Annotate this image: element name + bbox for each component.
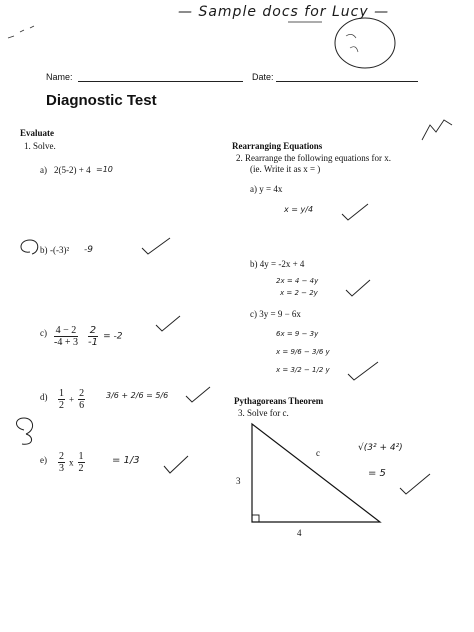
check-q1e xyxy=(164,456,188,473)
section-rearranging: Rearranging Equations xyxy=(232,141,323,151)
q1d-label: d) xyxy=(40,392,48,402)
check-q2c xyxy=(348,362,378,380)
right-angle-marker xyxy=(252,515,259,522)
name-label: Name: xyxy=(46,72,73,82)
question-1: 1. Solve. xyxy=(24,141,56,151)
q3-work-sqrt: √(3² + 4²) xyxy=(358,443,403,453)
q1e-f2-numerator: 1 xyxy=(78,451,84,462)
corner-marks xyxy=(8,26,34,38)
q1d-f2-denominator: 6 xyxy=(79,400,85,411)
circle-inner-marks xyxy=(346,34,358,52)
q1c-label: c) xyxy=(40,328,47,338)
swirl-mark-d xyxy=(17,418,33,444)
q1c-numerator: 4 − 2 xyxy=(55,325,77,336)
section-evaluate: Evaluate xyxy=(20,128,55,138)
circle-scribble xyxy=(335,18,395,68)
q2b-work-2: x = 2 − 2y xyxy=(280,289,318,297)
q2a-work: x = y/4 xyxy=(284,205,314,214)
q1c-answer-numerator: 2 xyxy=(89,325,97,336)
q1b-label: b) xyxy=(40,245,48,255)
q2c-label: c) 3y = 9 − 6x xyxy=(250,309,301,319)
question-2-note: (ie. Write it as x = ) xyxy=(250,164,321,174)
q2b-work-1: 2x = 4 − 4y xyxy=(276,277,319,285)
q2c-work-2: x = 9/6 − 3/6 y xyxy=(276,348,330,356)
section-pythagoreans: Pythagoreans Theorem xyxy=(234,396,324,406)
q1d-work: 3/6 + 2/6 = 5/6 xyxy=(106,391,169,400)
q2c-work-3: x = 3/2 − 1/2 y xyxy=(276,366,330,374)
question-2: 2. Rearrange the following equations for x. xyxy=(236,153,391,163)
swirl-mark-b xyxy=(21,240,38,254)
squiggle-mark xyxy=(422,120,452,140)
q2c-work-1: 6x = 9 − 3y xyxy=(276,330,319,338)
q1e-f2-denominator: 2 xyxy=(78,463,84,474)
q1a-answer: =10 xyxy=(96,165,113,174)
page-title: Diagnostic Test xyxy=(46,92,157,109)
q1e-operator: x xyxy=(69,457,74,468)
q1c-denominator: -4 + 3 xyxy=(54,337,78,348)
triangle-side-3: 3 xyxy=(236,476,241,486)
check-q2b xyxy=(346,280,370,296)
check-q2a xyxy=(342,204,368,220)
q2b-label: b) 4y = -2x + 4 xyxy=(250,259,305,269)
q1e-f1-numerator: 2 xyxy=(59,451,64,462)
q1b-answer: -9 xyxy=(84,245,93,255)
question-3: 3. Solve for c. xyxy=(238,408,289,418)
q2a-label: a) y = 4x xyxy=(250,184,283,194)
q1e-label: e) xyxy=(40,455,47,465)
q1c-answer-denominator: -1 xyxy=(88,337,98,348)
check-q1b xyxy=(142,238,170,254)
q1d-operator: + xyxy=(69,394,75,405)
triangle-side-4: 4 xyxy=(297,528,302,538)
check-q3 xyxy=(400,474,430,494)
q1e-answer: = 1/3 xyxy=(112,455,140,466)
q1c-answer-rest: = -2 xyxy=(103,331,123,342)
sample-note: — Sample docs for Lucy — xyxy=(178,4,390,20)
triangle-shape xyxy=(252,424,380,522)
check-q1c xyxy=(156,316,180,331)
q3-work-answer: = 5 xyxy=(368,468,386,479)
q1d-f1-numerator: 1 xyxy=(59,388,64,399)
q1a-label: a) xyxy=(40,165,47,175)
q1a-expression: 2(5-2) + 4 xyxy=(54,165,91,175)
date-label: Date: xyxy=(252,72,274,82)
q1e-f1-denominator: 3 xyxy=(59,463,64,474)
triangle-side-c: c xyxy=(316,448,320,458)
q1d-f1-denominator: 2 xyxy=(59,400,64,411)
q1d-f2-numerator: 2 xyxy=(79,388,85,399)
q1b-expression: -(-3)² xyxy=(50,245,70,255)
check-q1d xyxy=(186,387,210,402)
